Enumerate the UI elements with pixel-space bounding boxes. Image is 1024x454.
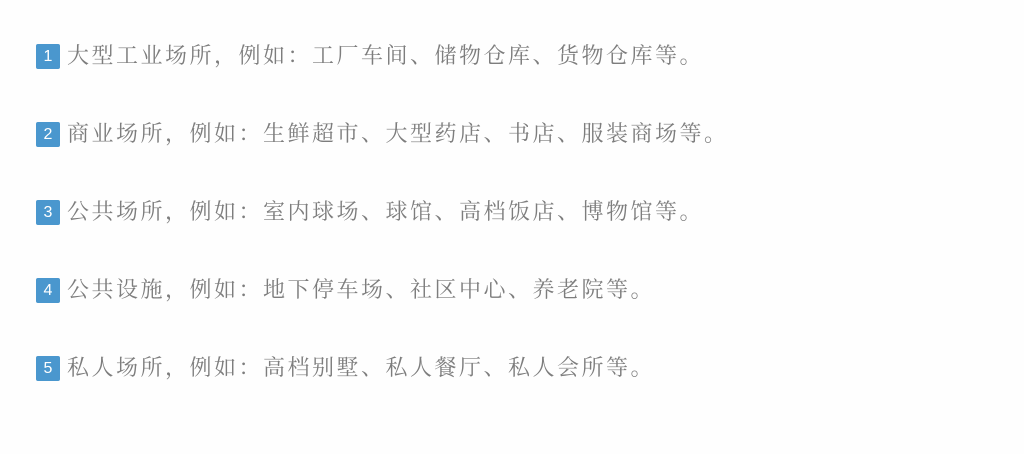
- number-badge: 4: [36, 278, 60, 303]
- list-item-text: 大型工业场所，例如：工厂车间、储物仓库、货物仓库等。: [67, 43, 705, 68]
- number-badge: 5: [36, 356, 60, 381]
- list-item: [36, 355, 1004, 381]
- number-badge: 3: [36, 200, 60, 225]
- list-item-text: 公共设施，例如：地下停车场、社区中心、养老院等。: [67, 277, 656, 302]
- list-item-text: 商业场所，例如：生鲜超市、大型药店、书店、服装商场等。: [67, 121, 729, 146]
- list-item: [36, 43, 1004, 69]
- list-item-text: 公共场所，例如：室内球场、球馆、高档饭店、博物馆等。: [67, 199, 705, 224]
- number-badge: 2: [36, 122, 60, 147]
- number-badge: 1: [36, 44, 60, 69]
- list-item: [36, 199, 1004, 225]
- list-item: [36, 121, 1004, 147]
- list-item: [36, 277, 1004, 303]
- list-item-text: 私人场所，例如：高档别墅、私人餐厅、私人会所等。: [67, 355, 656, 380]
